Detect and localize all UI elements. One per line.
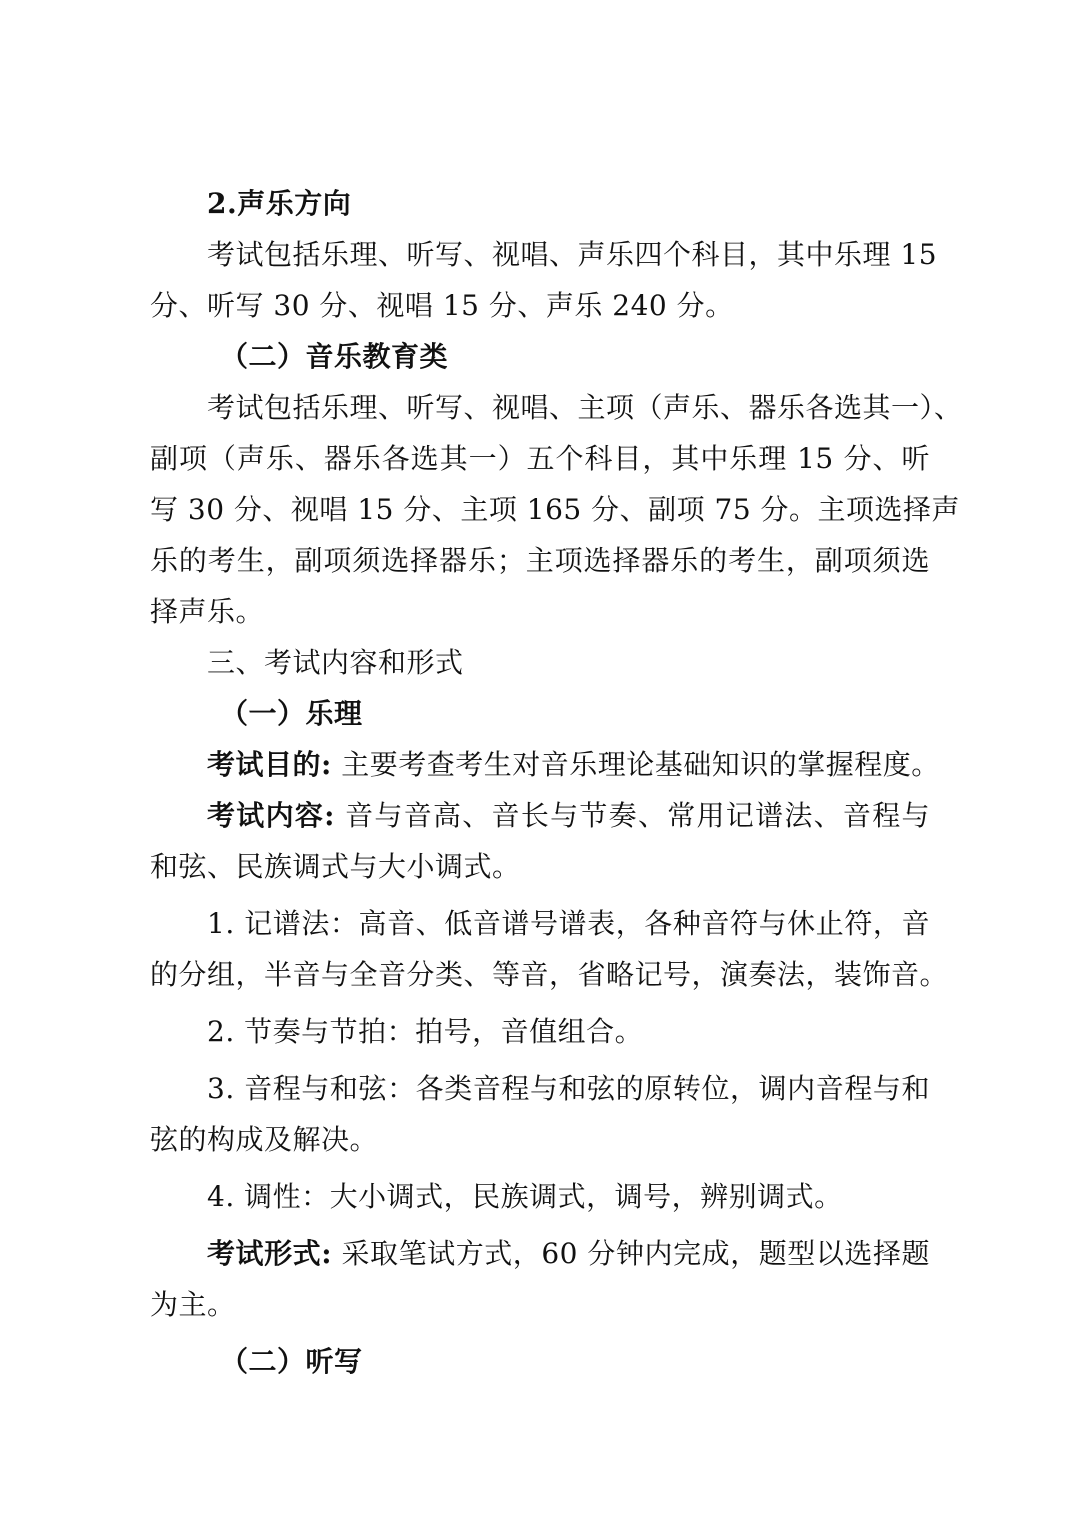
list-item-continuation: 弦的构成及解决。 bbox=[150, 1123, 379, 1156]
list-item: 1. 记谱法：高音、低音谱号谱表，各种音符与休止符，音 bbox=[207, 907, 930, 940]
form-label: 考试形式: bbox=[207, 1237, 333, 1270]
heading-dictation: （二）听写 bbox=[220, 1345, 363, 1378]
heading-vocal: 2.声乐方向 bbox=[207, 187, 352, 220]
paragraph-line: 分、听写 30 分、视唱 15 分、声乐 240 分。 bbox=[150, 289, 734, 322]
purpose-text: 主要考查考生对音乐理论基础知识的掌握程度。 bbox=[331, 748, 940, 781]
heading-music-education: （二）音乐教育类 bbox=[220, 340, 449, 373]
paragraph-line: 副项（声乐、器乐各选其一）五个科目，其中乐理 15 分、听 bbox=[150, 442, 930, 475]
purpose-paragraph bbox=[150, 739, 940, 790]
paragraph-line: 和弦、民族调式与大小调式。 bbox=[150, 850, 521, 883]
form-text: 采取笔试方式，60 分钟内完成，题型以选择题 bbox=[332, 1237, 930, 1270]
document-page bbox=[150, 178, 963, 1387]
content-label: 考试内容: bbox=[207, 799, 335, 832]
paragraph-line: 写 30 分、视唱 15 分、主项 165 分、副项 75 分。主项选择声 bbox=[150, 493, 961, 526]
content-text: 音与音高、音长与节奏、常用记谱法、音程与 bbox=[334, 799, 930, 832]
paragraph-line: 择声乐。 bbox=[150, 595, 265, 628]
paragraph-line: 为主。 bbox=[150, 1288, 236, 1321]
section-heading: 三、考试内容和形式 bbox=[207, 646, 464, 679]
list-item: 4. 调性：大小调式，民族调式，调号，辨别调式。 bbox=[207, 1180, 843, 1213]
content-paragraph bbox=[150, 790, 930, 841]
list-item: 3. 音程与和弦：各类音程与和弦的原转位，调内音程与和 bbox=[207, 1072, 930, 1105]
list-item: 2. 节奏与节拍：拍号，音值组合。 bbox=[207, 1015, 644, 1048]
paragraph-line: 乐的考生，副项须选择器乐；主项选择器乐的考生，副项须选 bbox=[150, 544, 930, 577]
heading-theory: （一）乐理 bbox=[220, 697, 363, 730]
paragraph-line: 考试包括乐理、听写、视唱、主项（声乐、器乐各选其一）、 bbox=[207, 391, 963, 424]
list-item-continuation: 的分组，半音与全音分类、等音，省略记号，演奏法，装饰音。 bbox=[150, 958, 949, 991]
form-paragraph bbox=[150, 1228, 930, 1279]
purpose-label: 考试目的: bbox=[207, 748, 332, 781]
paragraph-line: 考试包括乐理、听写、视唱、声乐四个科目，其中乐理 15 bbox=[207, 238, 938, 271]
